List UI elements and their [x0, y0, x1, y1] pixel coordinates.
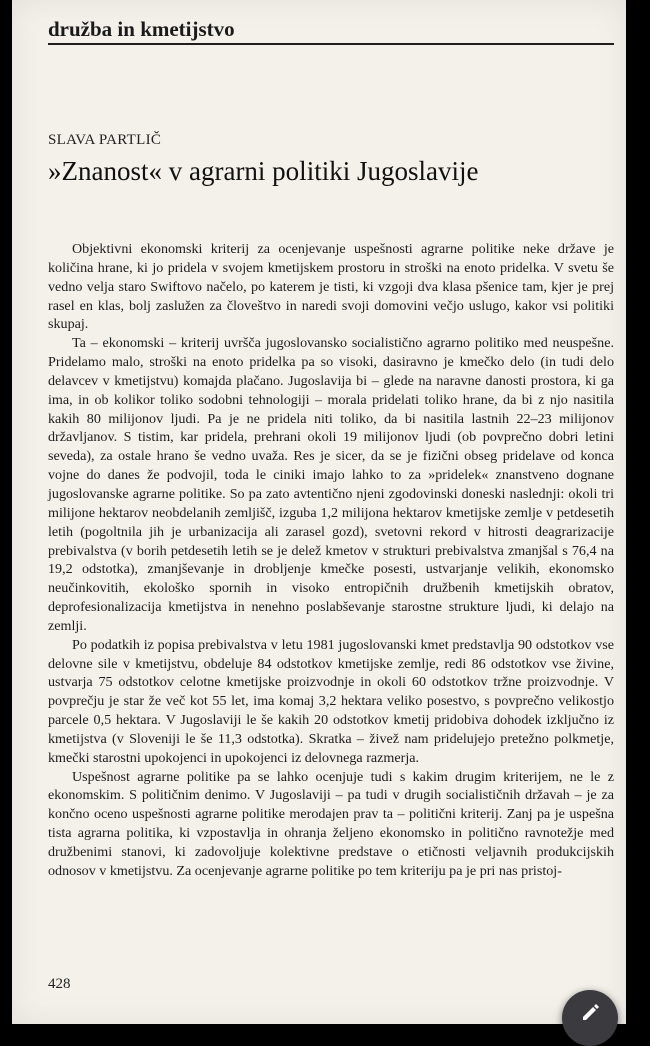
page-number: 428: [48, 976, 71, 992]
paragraph-4: Uspešnost agrarne politike pa se lahko ocenjuje tudi s kakim drugim kriterijem, ne le z ekonomskim. S političnim denimo. V Jugoslaviji – pa tudi v drugih socialističnih državah – je za končno oceno uspešnosti agrarne politike merodajen prav ta – politični kriterij. Zanj pa je uspešna tista agrarna politika, ki vzpostavlja in ohranja željeno ekonomsko in politično ravnotežje med družbenimi stanovi, ki zadovoljuje kolektivne predstave o etičnosti veljavnih produkcijskih odnosov v kmetijstvu. Za ocenjevanje agrarne politike po tem kriteriju pa je pri nas pristoj-: [48, 768, 614, 879]
article-title: »Znanost« v agrarni politiki Jugoslavije: [48, 156, 479, 186]
edit-pencil-icon: [580, 1002, 600, 1022]
edit-button[interactable]: [562, 990, 618, 1046]
paragraph-1: Objektivni ekonomski kriterij za ocenjevanje uspešnosti agrarne politike neke države je količina hrane, ki jo pridela v svojem kmetijskem prostoru in stroški na enoto pridelka. V svetu še vedno velja staro Swiftovo načelo, po katerem je tisti, ki vzgoji dva klasa pšenice tam, kjer je prej rasel en klas, bolj zaslužen za človeštvo in naredi svoji domovini večjo uslugo, kakor vsi politiki skupaj.: [48, 241, 614, 333]
paragraph-2: Ta – ekonomski – kriterij uvršča jugoslovansko socialistično agrarno politiko med neuspešne. Pridelamo malo, stroški na enoto pridelka pa so visoki, dasiravno je kmečko delo (in tudi delo delavcev v kmetijstvu) komajda plačano. Jugoslavija bi – glede na naravne danosti prostora, ki ga ima, in ob kolikor toliko sodobni tehnologiji – morala pridelati toliko hrane, da bi z njo nasitila kakih 80 milijonov ljudi. Pa je ne pridela niti toliko, da bi nasitila lastnih 22–23 milijonov državljanov. S tistim, kar pridela, prehrani okoli 19 milijonov ljudi (ob povprečno dobri letini seveda), za ostale hrano še vedno uvaža. Res je sicer, da se je fizični obseg pridelave od konca vojne do danes že podvojil, toda le ciniki imajo lahko to za »pridelek« znanstveno dognane jugoslovanske agrarne politike. So pa zato avtentično njeni zgodovinski doneski naslednji: okoli tri milijone hektarov neobdelanih zemljišč, izguba 1,2 milijona hektarov kmetijske zemlje v petdesetih letih (pogoltnila jih je urbanizacija ali zarasel gozd), svetovni rekord v hitrosti deagrarizacije prebivalstva (v borih petdesetih letih se je delež kmetov v strukturi prebivalstva zmanjšal s 76,4 na 19,2 odstotka), zmanjševanje in drobljenje kmečke posesti, ustvarjanje velikih, ekonomsko neučinkovitih, ekološko spornih in visoko entropičnih družbenih kmetijskih obratov, deprofesionalizacija kmetijstva in nenehno poslabševanje starostne strukture ljudi, ki delajo na zemlji.: [48, 335, 614, 634]
article-body: [48, 240, 614, 881]
paragraph-3: Po podatkih iz popisa prebivalstva v letu 1981 jugoslovanski kmet predstavlja 90 odstotkov vse delovne sile v kmetijstvu, obdeluje 84 odstotkov kmetijske zemlje, redi 86 odstotkov vse živine, ustvarja 75 odstotkov celotne kmetijske proizvodnje in okoli 60 odstotkov tržne proizvodnje. V povprečju je star že več kot 55 let, ima komaj 3,2 hektara veliko posestvo, s povprečno velikostjo parcele 0,5 hektara. V Jugoslaviji le še kakih 20 odstotkov kmetij pridobiva dohodek izključno iz kmetijstva (v Sloveniji le še 11,3 odstotka). Skratka – živež nam pridelujejo pretežno polkmetje, kmečki starostni upokojenci in upokojenci iz delovnega razmerja.: [48, 636, 614, 766]
section-header: družba in kmetijstvo: [48, 18, 614, 45]
article-author: SLAVA PARTLIČ: [48, 132, 162, 148]
document-page: [12, 0, 626, 1024]
